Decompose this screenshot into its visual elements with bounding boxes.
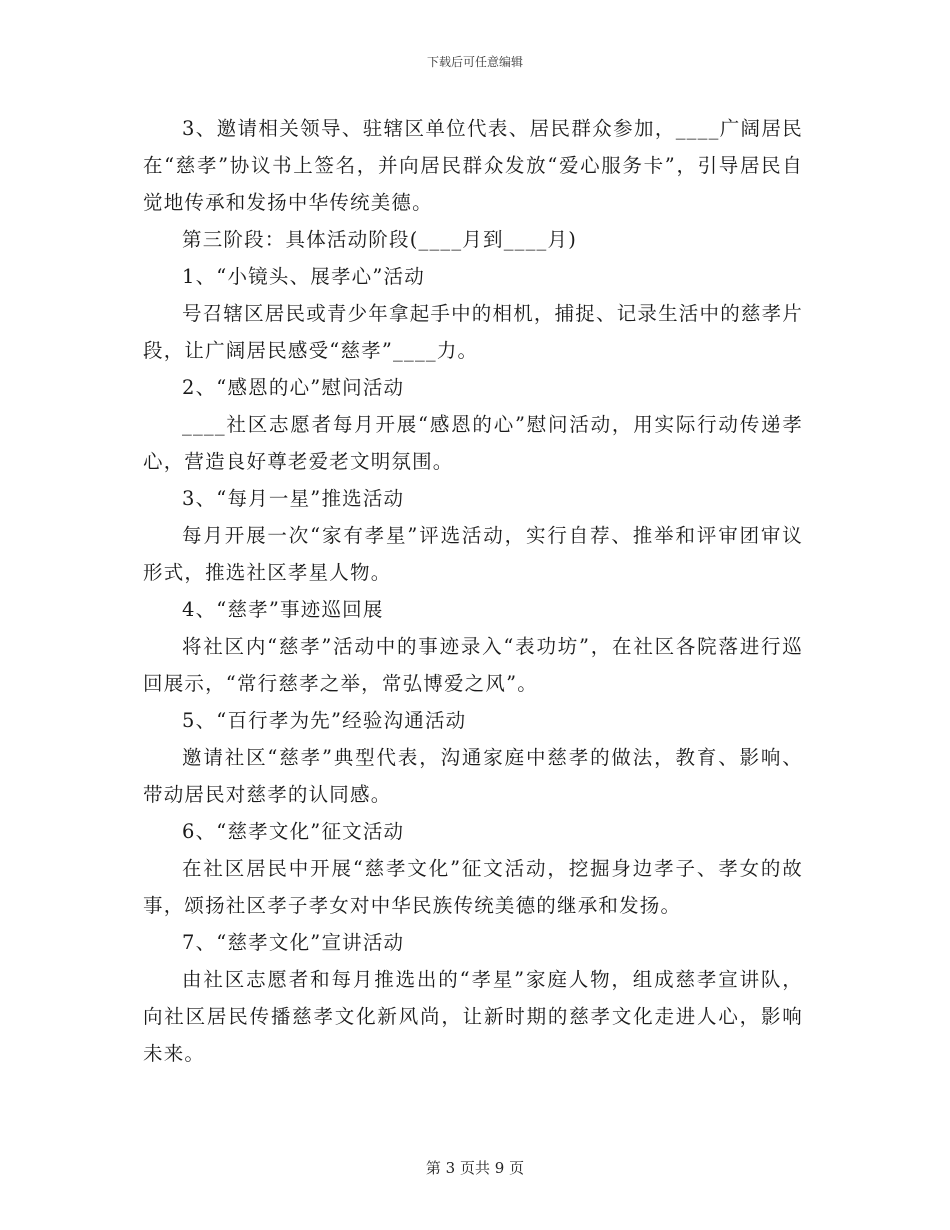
item-heading-2: 2、“感恩的心”慰问活动 <box>182 376 405 399</box>
item-body-6: 在社区居民中开展“慈孝文化”征文活动，挖掘身边孝子、孝女的故事，颂扬社区孝子孝女对中华民族传统美德的继承和发扬。 <box>143 857 803 917</box>
item-heading-7: 7、“慈孝文化”宣讲活动 <box>182 931 405 954</box>
paragraph-invitation: 3、邀请相关领导、驻辖区单位代表、居民群众参加，____广阔居民在“慈孝”协议书上签名，并向居民群众发放“爱心服务卡”，引导居民自觉地传承和发扬中华传统美德。 <box>143 117 803 214</box>
document-body <box>143 110 803 1072</box>
item-heading-3: 3、“每月一星”推选活动 <box>182 487 405 510</box>
item-body-2: ____社区志愿者每月开展“感恩的心”慰问活动，用实际行动传递孝心，营造良好尊老爱老文明氛围。 <box>143 413 803 473</box>
item-heading-1: 1、“小镜头、展孝心”活动 <box>182 265 425 288</box>
item-heading-6: 6、“慈孝文化”征文活动 <box>182 820 405 843</box>
item-body-1: 号召辖区居民或青少年拿起手中的相机，捕捉、记录生活中的慈孝片段，让广阔居民感受“慈孝”____力。 <box>143 302 804 362</box>
item-heading-4: 4、“慈孝”事迹巡回展 <box>182 598 384 621</box>
item-body-5: 邀请社区“慈孝”典型代表，沟通家庭中慈孝的做法，教育、影响、带动居民对慈孝的认同感。 <box>143 746 803 806</box>
item-heading-5: 5、“百行孝为先”经验沟通活动 <box>182 709 467 732</box>
item-body-3: 每月开展一次“家有孝星”评选活动，实行自荐、推举和评审团审议形式，推选社区孝星人物。 <box>143 524 803 584</box>
item-body-7: 由社区志愿者和每月推选出的“孝星”家庭人物，组成慈孝宣讲队，向社区居民传播慈孝文化新风尚，让新时期的慈孝文化走进人心，影响未来。 <box>143 968 803 1065</box>
page-number-footer: 第 3 页共 9 页 <box>425 1159 525 1177</box>
page-header: 下载后可任意编辑 <box>426 55 523 69</box>
item-body-4: 将社区内“慈孝”活动中的事迹录入“表功坊”，在社区各院落进行巡回展示，“常行慈孝之举，常弘博爱之风”。 <box>143 635 803 695</box>
section-heading-stage-three: 第三阶段：具体活动阶段(____月到____月) <box>182 228 578 251</box>
